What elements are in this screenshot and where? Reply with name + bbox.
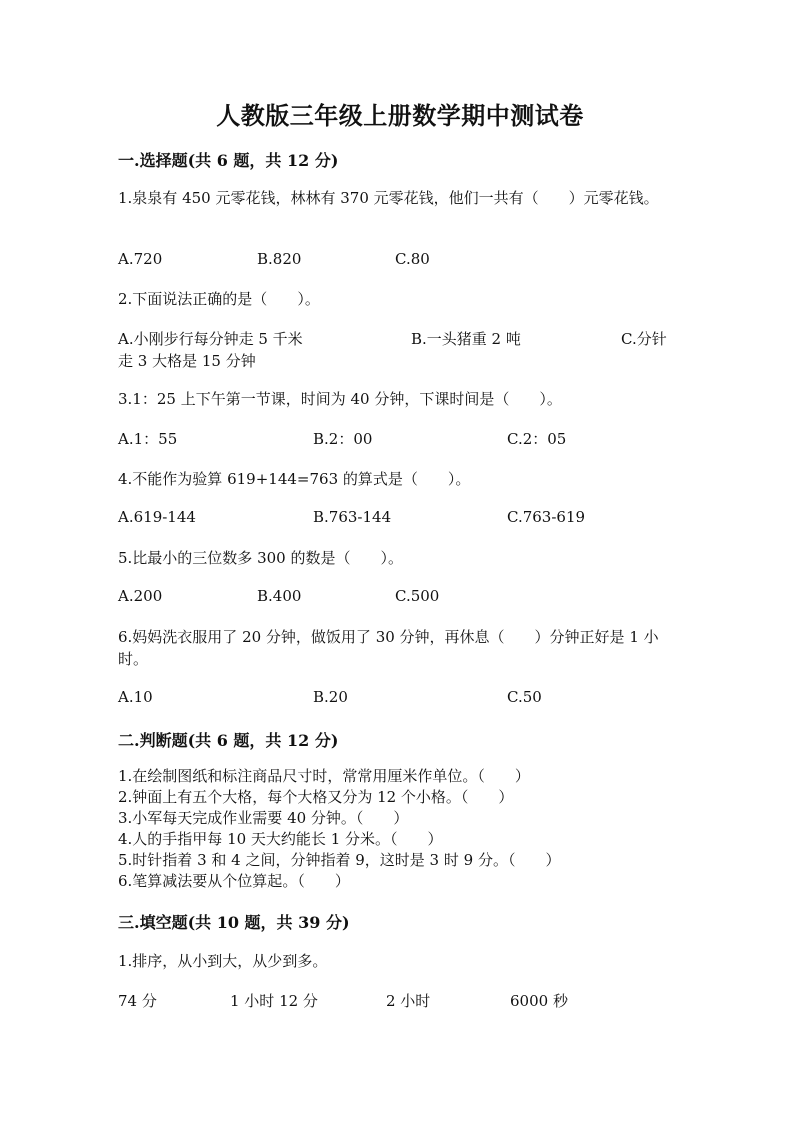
question-6-option-a: A.10: [118, 688, 153, 706]
sort-value: 6000 秒: [510, 992, 568, 1010]
question-1-option-b: B.820: [257, 250, 302, 268]
section-heading-judgement: 二.判断题(共 6 题，共 12 分): [118, 731, 339, 750]
fill-question-1: 1.排序，从小到大，从少到多。: [118, 952, 328, 970]
question-3: 3.1：25 上下午第一节课，时间为 40 分钟，下课时间是（ ）。: [118, 390, 562, 408]
judgement-item: 1.在绘制图纸和标注商品尺寸时，常常用厘米作单位。（ ）: [118, 767, 530, 785]
question-6-option-c: C.50: [507, 688, 542, 706]
page-title: 人教版三年级上册数学期中测试卷: [216, 101, 584, 130]
judgement-item: 4.人的手指甲每 10 天大约能长 1 分米。（ ）: [118, 830, 443, 848]
question-1: 1.泉泉有 450 元零花钱，林林有 370 元零花钱，他们一共有（ ）元零花钱。: [118, 189, 659, 207]
sort-value: 74 分: [118, 992, 157, 1010]
judgement-item: 2.钟面上有五个大格，每个大格又分为 12 个小格。（ ）: [118, 788, 514, 806]
judgement-item: 6.笔算减法要从个位算起。（ ）: [118, 872, 350, 890]
question-4-option-a: A.619-144: [118, 508, 196, 526]
sort-value: 1 小时 12 分: [230, 992, 318, 1010]
question-5-option-b: B.400: [257, 587, 302, 605]
question-3-option-b: B.2：00: [313, 430, 373, 448]
question-3-option-a: A.1：55: [118, 430, 178, 448]
sort-value: 2 小时: [386, 992, 431, 1010]
question-5: 5.比最小的三位数多 300 的数是（ ）。: [118, 549, 403, 567]
question-6: 6.妈妈洗衣服用了 20 分钟，做饭用了 30 分钟，再休息（ ）分钟正好是 1 小时。: [118, 628, 659, 668]
question-2-option-c: C.分针走 3 大格是 15 分钟: [118, 330, 667, 370]
section-heading-fill-blank: 三.填空题(共 10 题，共 39 分): [118, 913, 350, 932]
question-4-option-b: B.763-144: [313, 508, 392, 526]
judgement-item: 3.小军每天完成作业需要 40 分钟。（ ）: [118, 809, 409, 827]
question-4: 4.不能作为验算 619+144=763 的算式是（ ）。: [118, 470, 471, 488]
judgement-item: 5.时针指着 3 和 4 之间，分钟指着 9，这时是 3 时 9 分。（ ）: [118, 851, 561, 869]
question-2-option-b: B.一头猪重 2 吨: [411, 330, 521, 348]
question-5-option-c: C.500: [395, 587, 440, 605]
question-5-option-a: A.200: [118, 587, 163, 605]
question-2-option-a: A.小刚步行每分钟走 5 千米: [118, 330, 303, 348]
section-heading-choice: 一.选择题(共 6 题，共 12 分): [118, 151, 339, 170]
question-3-option-c: C.2：05: [507, 430, 567, 448]
question-2: 2.下面说法正确的是（ ）。: [118, 290, 320, 308]
question-1-option-a: A.720: [118, 250, 163, 268]
question-6-option-b: B.20: [313, 688, 348, 706]
question-1-option-c: C.80: [395, 250, 430, 268]
question-4-option-c: C.763-619: [507, 508, 586, 526]
